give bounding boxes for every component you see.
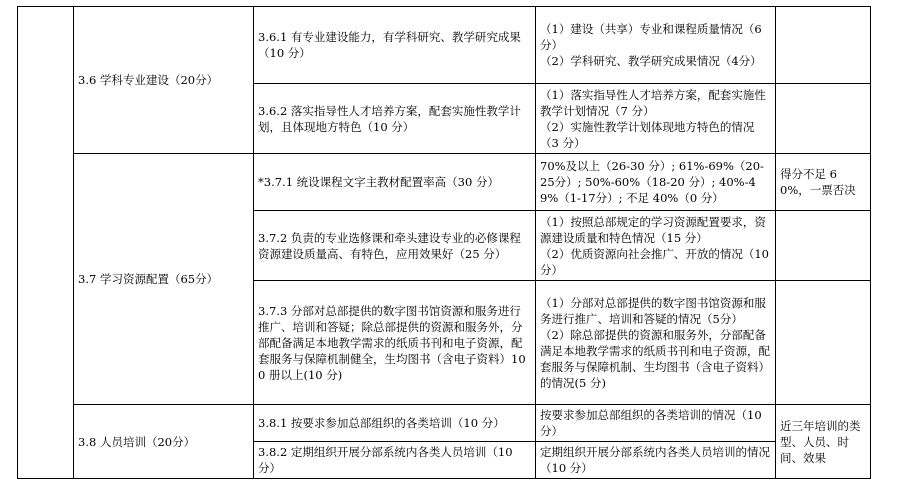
standard-line: （1）按照总部规定的学习资源配置要求，资源建设质量和特色情况（15 分） bbox=[540, 214, 766, 245]
standard-cell bbox=[536, 154, 776, 211]
standard-cell bbox=[536, 281, 776, 405]
standard-cell bbox=[536, 7, 776, 84]
table-row bbox=[18, 405, 871, 442]
table-row bbox=[18, 154, 871, 211]
evaluation-table bbox=[17, 6, 871, 479]
standard-line: （2）实施性教学计划体现地方特色的情况（3 分） bbox=[540, 119, 755, 150]
standard-line: （2）除总部提供的资源和服务外，分部配备满足本地教学需求的纸质书刊和电子资源，配套服务与保障机制、生均图书（含电子资料）的情况(5 分) bbox=[540, 327, 770, 390]
indicator-cell: 3.7.2 负责的专业选修课和牵头建设专业的必修课程资源建设质量高、有特色，应用效果好（25 分） bbox=[254, 211, 536, 281]
note-cell bbox=[776, 281, 871, 405]
note-cell bbox=[776, 84, 871, 154]
standard-line: 按要求参加总部组织的各类培训的情况（10 分） bbox=[540, 408, 762, 438]
standard-cell bbox=[536, 84, 776, 154]
indicator-cell: 3.8.1 按要求参加总部组织的各类培训（10 分） bbox=[254, 405, 536, 442]
note-cell bbox=[776, 7, 871, 84]
standard-cell bbox=[536, 211, 776, 281]
table-row bbox=[18, 7, 871, 84]
standard-line: 70%及以上（26-30 分）; 61%-69%（20-25分）; 50%-60%（18-20 分）; 40%-49%（1-17分）; 不足 40%（0 分） bbox=[540, 159, 764, 205]
note-cell bbox=[776, 211, 871, 281]
note-cell: 得分不足 60%，一票否决 bbox=[776, 154, 871, 211]
standard-line: 定期组织开展分部系统内各类人员培训的情况（10 分） bbox=[540, 445, 770, 475]
indicator-cell: 3.6.1 有专业建设能力，有学科研究、教学研究成果（10 分） bbox=[254, 7, 536, 84]
standard-line: （1）建设（共享）专业和课程质量情况（6分） bbox=[540, 22, 762, 52]
category-cell: 3.7 学习资源配置（65分） bbox=[74, 154, 254, 405]
indicator-cell: *3.7.1 统设课程文字主教材配置率高（30 分） bbox=[254, 154, 536, 211]
standard-line: （1）落实指导性人才培养方案，配套实施性教学计划情况（7 分） bbox=[540, 87, 766, 118]
category-cell: 3.6 学科专业建设（20分） bbox=[74, 7, 254, 154]
indicator-cell: 3.7.3 分部对总部提供的数字图书馆资源和服务进行推广、培训和答疑；除总部提供的资源和服务外，分部配备满足本地教学需求的纸质书刊和电子资源，配套服务与保障机制健全，生均图书（含电子资料）100 册以上(10 分) bbox=[254, 281, 536, 405]
note-cell: 近三年培训的类型、人员、时间、效果 bbox=[776, 405, 871, 479]
category-cell: 3.8 人员培训（20分） bbox=[74, 405, 254, 479]
standard-line: （2）学科研究、教学研究成果情况（4分） bbox=[540, 54, 762, 68]
standard-line: （2）优质资源向社会推广、开放的情况（10 分） bbox=[540, 246, 769, 277]
standard-cell bbox=[536, 442, 776, 479]
standard-cell bbox=[536, 405, 776, 442]
level-one-cell bbox=[18, 7, 74, 479]
indicator-cell: 3.6.2 落实指导性人才培养方案，配套实施性教学计划，且体现地方特色（10 分） bbox=[254, 84, 536, 154]
standard-line: （1）分部对总部提供的数字图书馆资源和服务进行推广、培训和答疑的情况（5分） bbox=[540, 295, 766, 326]
indicator-cell: 3.8.2 定期组织开展分部系统内各类人员培训（10 分） bbox=[254, 442, 536, 479]
